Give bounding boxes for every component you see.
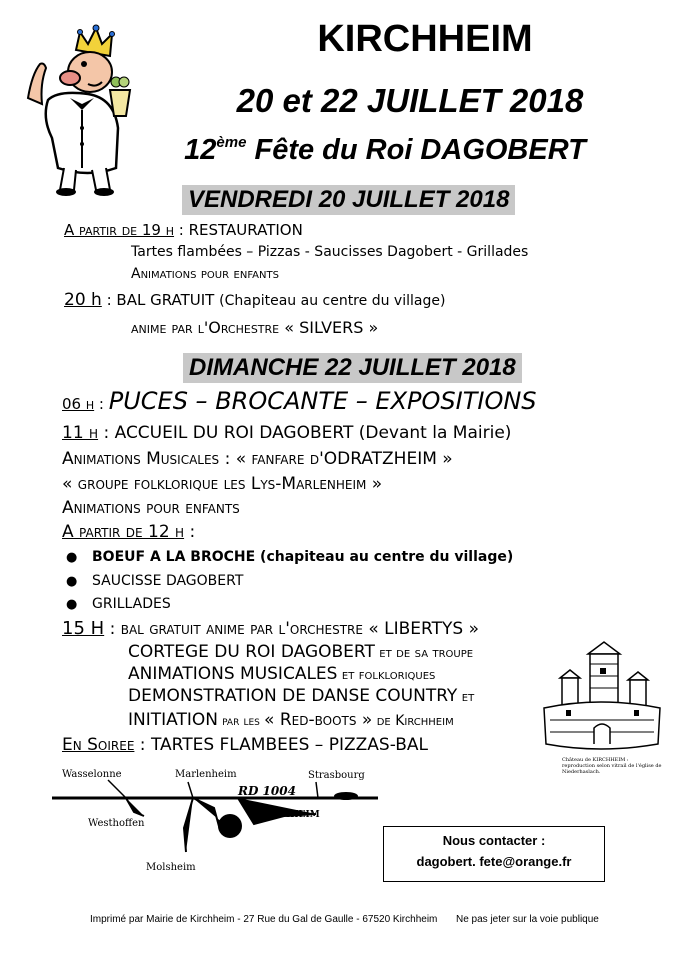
sunday-line-7	[62, 618, 479, 639]
sunday-time-11h: 11 h	[62, 423, 99, 443]
sunday-line-3: Animations Musicales : « fanfare d'ODRATZHEIM »	[62, 449, 453, 469]
sunday-line-5: Animations pour enfants	[62, 498, 240, 518]
event-dates: 20 et 22 JUILLET 2018	[236, 82, 584, 119]
sunday-sep-2: :	[98, 423, 115, 443]
map-label-marlenheim: Marlenheim	[175, 769, 237, 780]
friday-time-19h: A partir de 19 h	[64, 221, 175, 239]
footer-printed: Imprimé par Mairie de Kirchheim - 27 Rue du Gal de Gaulle - 67520 Kirchheim	[90, 914, 438, 925]
map-label-strasbourg: Strasbourg	[308, 770, 365, 781]
sunday-de-kirchheim: de Kirchheim	[372, 713, 454, 729]
sunday-line-11	[128, 710, 454, 730]
friday-line-3: Animations pour enfants	[131, 266, 279, 282]
map-label-molsheim: Molsheim	[146, 862, 196, 873]
castle-illustration	[540, 640, 665, 755]
castle-caption: Château de KIRCHHEIM : reproduction selon vitrail de l'église de Niederhaslach.	[562, 757, 662, 775]
sunday-cortege-rest: et de sa troupe	[374, 645, 474, 661]
sunday-animations: ANIMATIONS MUSICALES	[128, 664, 338, 684]
friday-sep-4: :	[101, 291, 117, 309]
fete-number: 12	[184, 134, 217, 166]
map-label-westhoffen: Westhoffen	[88, 818, 145, 829]
bullet-item	[66, 571, 243, 589]
sunday-time-06h: 06 h	[62, 395, 95, 413]
sunday-en-soiree: En Soiree	[62, 735, 135, 755]
sunday-demo-rest: et	[457, 689, 475, 705]
contact-box	[383, 826, 605, 882]
fete-title	[120, 134, 650, 167]
map-label-wasselonne: Wasselonne	[62, 769, 122, 780]
king-dagobert-illustration	[18, 18, 138, 198]
sunday-line-10	[128, 686, 474, 706]
friday-bal-note: (Chapiteau au centre du village)	[219, 293, 446, 309]
bullet-boeuf: BOEUF A LA BROCHE (chapiteau au centre du village)	[92, 549, 514, 565]
sunday-line-6	[62, 522, 195, 542]
bullet-item	[66, 594, 171, 612]
sunday-cortege: CORTEGE DU ROI DAGOBERT	[128, 642, 375, 662]
sunday-line-9	[128, 664, 435, 684]
sunday-title: DIMANCHE 22 JUILLET 2018	[183, 353, 522, 383]
sunday-initiation: INITIATION	[128, 710, 218, 730]
sunday-redboots: « Red-boots »	[264, 710, 373, 730]
map-label-kirchheim: KIRCHHEIM	[255, 810, 320, 820]
friday-restauration: RESTAURATION	[188, 221, 303, 239]
sunday-line-2	[62, 423, 511, 443]
sunday-time-12h: A partir de 12 h	[62, 522, 185, 542]
friday-line-1	[64, 221, 303, 239]
friday-line-4	[64, 290, 445, 310]
sunday-soiree-text: : TARTES FLAMBEES – PIZZAS-BAL	[134, 735, 428, 755]
bullet-grillades: GRILLADES	[92, 596, 171, 612]
sunday-time-15h: 15 H	[62, 618, 105, 639]
sunday-sep-1: :	[94, 395, 109, 413]
friday-time-20h: 20 h	[64, 290, 102, 310]
fete-ordinal: ème	[216, 134, 247, 151]
sunday-animations-rest: et folkloriques	[337, 667, 436, 683]
sunday-sep-7: :	[104, 619, 121, 639]
fete-name: Fête du Roi DAGOBERT	[254, 134, 586, 166]
contact-email: dagobert. fete@orange.fr	[416, 854, 572, 869]
friday-sep-1: :	[174, 221, 189, 239]
sunday-puces: PUCES – BROCANTE – EXPOSITIONS	[108, 387, 537, 415]
bullet-dot: ●	[66, 597, 78, 612]
sunday-sep-6: :	[184, 522, 196, 542]
sunday-line-12	[62, 735, 428, 755]
friday-line-2: Tartes flambées – Pizzas - Saucisses Dagobert - Grillades	[131, 244, 529, 260]
sunday-demo-country: DEMONSTRATION DE DANSE COUNTRY	[128, 686, 458, 706]
bullet-item	[66, 547, 513, 565]
sunday-line-1	[62, 387, 537, 415]
sunday-accueil: ACCUEIL DU ROI DAGOBERT	[114, 423, 354, 443]
contact-title: Nous contacter :	[442, 833, 546, 848]
town-title: KIRCHHEIM	[317, 18, 533, 60]
sunday-accueil-note: (Devant la Mairie)	[358, 423, 512, 443]
map-label-road: RD 1004	[238, 784, 296, 798]
footer-notice: Ne pas jeter sur la voie publique	[456, 914, 599, 925]
sunday-bal-libertys: bal gratuit anime par l'orchestre « LIBERTYS »	[120, 619, 479, 639]
friday-title: VENDREDI 20 JUILLET 2018	[182, 185, 515, 215]
sunday-par-les: par les	[217, 714, 265, 729]
sunday-line-4: « groupe folklorique les Lys-Marlenheim »	[62, 474, 383, 494]
friday-line-5: anime par l'Orchestre « SILVERS »	[131, 318, 379, 337]
friday-bal: BAL GRATUIT	[116, 291, 215, 309]
bullet-saucisse: SAUCISSE DAGOBERT	[92, 573, 244, 589]
bullet-dot: ●	[66, 574, 78, 589]
bullet-dot: ●	[66, 550, 78, 565]
sunday-line-8	[128, 642, 473, 662]
